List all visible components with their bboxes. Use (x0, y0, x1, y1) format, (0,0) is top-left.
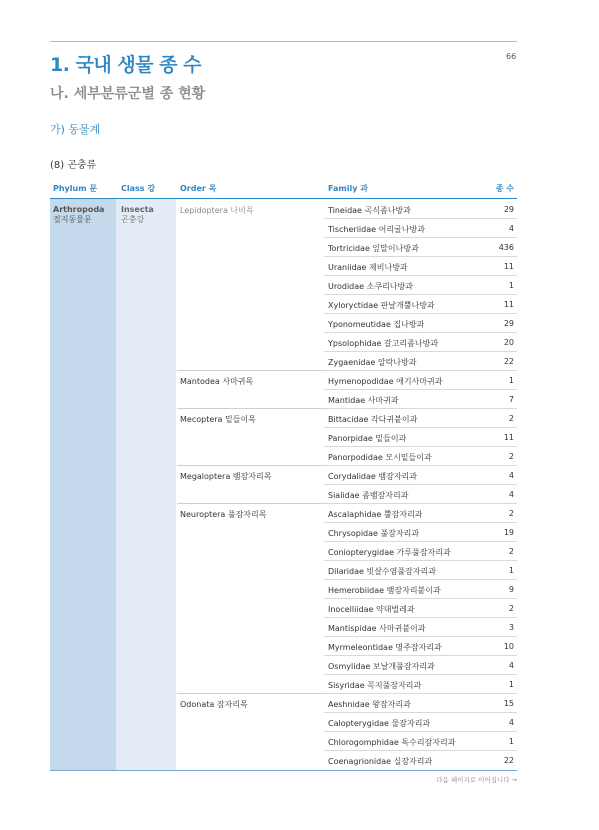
subsection-title: 나. 세부분류군별 종 현황 (50, 86, 206, 102)
row-divider (324, 237, 517, 238)
family-name: Zygaenidae 알락나방과 (328, 358, 417, 367)
species-count: 11 (503, 300, 514, 309)
page-number: 66 (506, 52, 517, 61)
family-name: Tineidae 곡식좀나방과 (328, 206, 411, 215)
species-count: 11 (503, 262, 514, 271)
row-divider (324, 541, 517, 542)
family-name: Coniopterygidae 가루풀잠자리과 (328, 548, 451, 557)
category-title: 가) 동물계 (50, 123, 101, 136)
continued-note: 다음 페이지로 이어집니다 → (436, 776, 517, 784)
family-name: Xyloryctidae 판날개뿔나방과 (328, 301, 435, 310)
order-divider (177, 465, 324, 466)
family-name: Aeshnidae 왕잠자리과 (328, 700, 411, 709)
family-name: Chrysopidae 풀잠자리과 (328, 529, 420, 538)
family-name: Sialidae 좀뱀잠자리과 (328, 491, 409, 500)
header-phylum: Phylum 문 (53, 184, 98, 193)
row-divider (324, 731, 517, 732)
family-name: Sisyridae 꼭지풀잠자리과 (328, 681, 422, 690)
class-latin: Insecta (121, 205, 154, 214)
row-divider (324, 522, 517, 523)
family-name: Ascalaphidae 뿔잠자리과 (328, 510, 423, 519)
family-name: Panorpidae 밑들이과 (328, 434, 407, 443)
species-count: 2 (508, 509, 514, 518)
row-divider (324, 218, 517, 219)
row-divider (324, 446, 517, 447)
header-class: Class 강 (121, 184, 156, 193)
species-count: 4 (508, 661, 514, 670)
species-count: 22 (503, 756, 514, 765)
row-divider (324, 503, 517, 504)
species-count: 4 (508, 471, 514, 480)
phylum-cell (53, 205, 104, 225)
species-count: 1 (508, 281, 514, 290)
species-count: 4 (508, 718, 514, 727)
row-divider (324, 617, 517, 618)
family-name: Uraniidae 제비나방과 (328, 263, 408, 272)
family-name: Ypsolophidae 갈고리좀나방과 (328, 339, 439, 348)
row-divider (324, 674, 517, 675)
phylum-korean: 절지동물문 (53, 215, 92, 224)
family-name: Dilaridae 빗살수염풀잠자리과 (328, 567, 437, 576)
species-count: 4 (508, 224, 514, 233)
family-name: Tortricidae 잎말이나방과 (328, 244, 419, 253)
species-count: 7 (508, 395, 514, 404)
family-name: Chlorogomphidae 독수리잠자리과 (328, 738, 456, 747)
species-count: 1 (508, 376, 514, 385)
header-family: Family 과 (328, 184, 368, 193)
order-name: Mecoptera 밑들이목 (180, 415, 256, 424)
family-name: Mantispidae 사마귀붙이과 (328, 624, 426, 633)
row-divider (324, 351, 517, 352)
family-name: Coenagrionidae 실잠자리과 (328, 757, 433, 766)
species-count: 436 (498, 243, 514, 252)
species-count: 15 (503, 699, 514, 708)
order-divider (177, 693, 324, 694)
family-name: Hymenopodidae 애기사마귀과 (328, 377, 443, 386)
row-divider (324, 408, 517, 409)
species-count: 3 (508, 623, 514, 632)
row-divider (324, 313, 517, 314)
row-divider (324, 484, 517, 485)
row-divider (324, 693, 517, 694)
row-divider (324, 750, 517, 751)
row-divider (324, 598, 517, 599)
row-divider (324, 256, 517, 257)
order-name: Lepidoptera 나비목 (180, 206, 254, 215)
family-name: Corydalidae 뱀잠자리과 (328, 472, 418, 481)
species-count: 20 (503, 338, 514, 347)
species-count: 22 (503, 357, 514, 366)
family-name: Calopterygidae 물잠자리과 (328, 719, 431, 728)
section-title: 1. 국내 생물 종 수 (50, 54, 202, 76)
family-name: Hemerobiidae 뱀잠자리붙이과 (328, 586, 441, 595)
family-name: Bittacidae 각다귀붙이과 (328, 415, 418, 424)
family-name: Yponomeutidae 집나방과 (328, 320, 425, 329)
row-divider (324, 465, 517, 466)
order-name: Neuroptera 풀잠자리목 (180, 510, 267, 519)
species-count: 2 (508, 547, 514, 556)
row-divider (324, 636, 517, 637)
bottom-rule (50, 770, 517, 771)
species-count: 4 (508, 490, 514, 499)
top-rule (50, 41, 517, 42)
species-count: 29 (503, 205, 514, 214)
family-name: Osmylidae 보날개풀잠자리과 (328, 662, 435, 671)
species-count: 11 (503, 433, 514, 442)
class-column-bg (116, 199, 176, 770)
phylum-column-bg (50, 199, 116, 770)
species-count: 19 (503, 528, 514, 537)
order-name: Megaloptera 뱀잠자리목 (180, 472, 272, 481)
order-divider (177, 408, 324, 409)
species-count: 2 (508, 452, 514, 461)
row-divider (324, 389, 517, 390)
row-divider (324, 370, 517, 371)
row-divider (324, 655, 517, 656)
family-name: Urodidae 소쿠리나방과 (328, 282, 413, 291)
family-name: Myrmeleontidae 명주잠자리과 (328, 643, 442, 652)
family-name: Inocelliidae 약대벌레과 (328, 605, 415, 614)
phylum-latin: Arthropoda (53, 205, 105, 214)
species-count: 1 (508, 566, 514, 575)
family-name: Panorpodidae 모시밑들이과 (328, 453, 432, 462)
family-name: Tischeriidae 어리굴나방과 (328, 225, 425, 234)
family-name: Mantidae 사마귀과 (328, 396, 399, 405)
row-divider (324, 560, 517, 561)
order-divider (177, 370, 324, 371)
class-korean: 곤충강 (121, 215, 145, 224)
row-divider (324, 275, 517, 276)
header-order: Order 목 (180, 184, 217, 193)
species-count: 2 (508, 414, 514, 423)
group-title: (8) 곤충류 (50, 160, 97, 171)
header-count: 종 수 (495, 184, 514, 193)
row-divider (324, 579, 517, 580)
species-count: 1 (508, 737, 514, 746)
species-count: 9 (508, 585, 514, 594)
row-divider (324, 427, 517, 428)
order-name: Mantodea 사마귀목 (180, 377, 254, 386)
row-divider (324, 332, 517, 333)
species-count: 10 (503, 642, 514, 651)
species-count: 1 (508, 680, 514, 689)
species-count: 2 (508, 604, 514, 613)
species-count: 29 (503, 319, 514, 328)
row-divider (324, 712, 517, 713)
class-cell (121, 205, 154, 225)
order-divider (177, 503, 324, 504)
row-divider (324, 294, 517, 295)
order-name: Odonata 잠자리목 (180, 700, 248, 709)
